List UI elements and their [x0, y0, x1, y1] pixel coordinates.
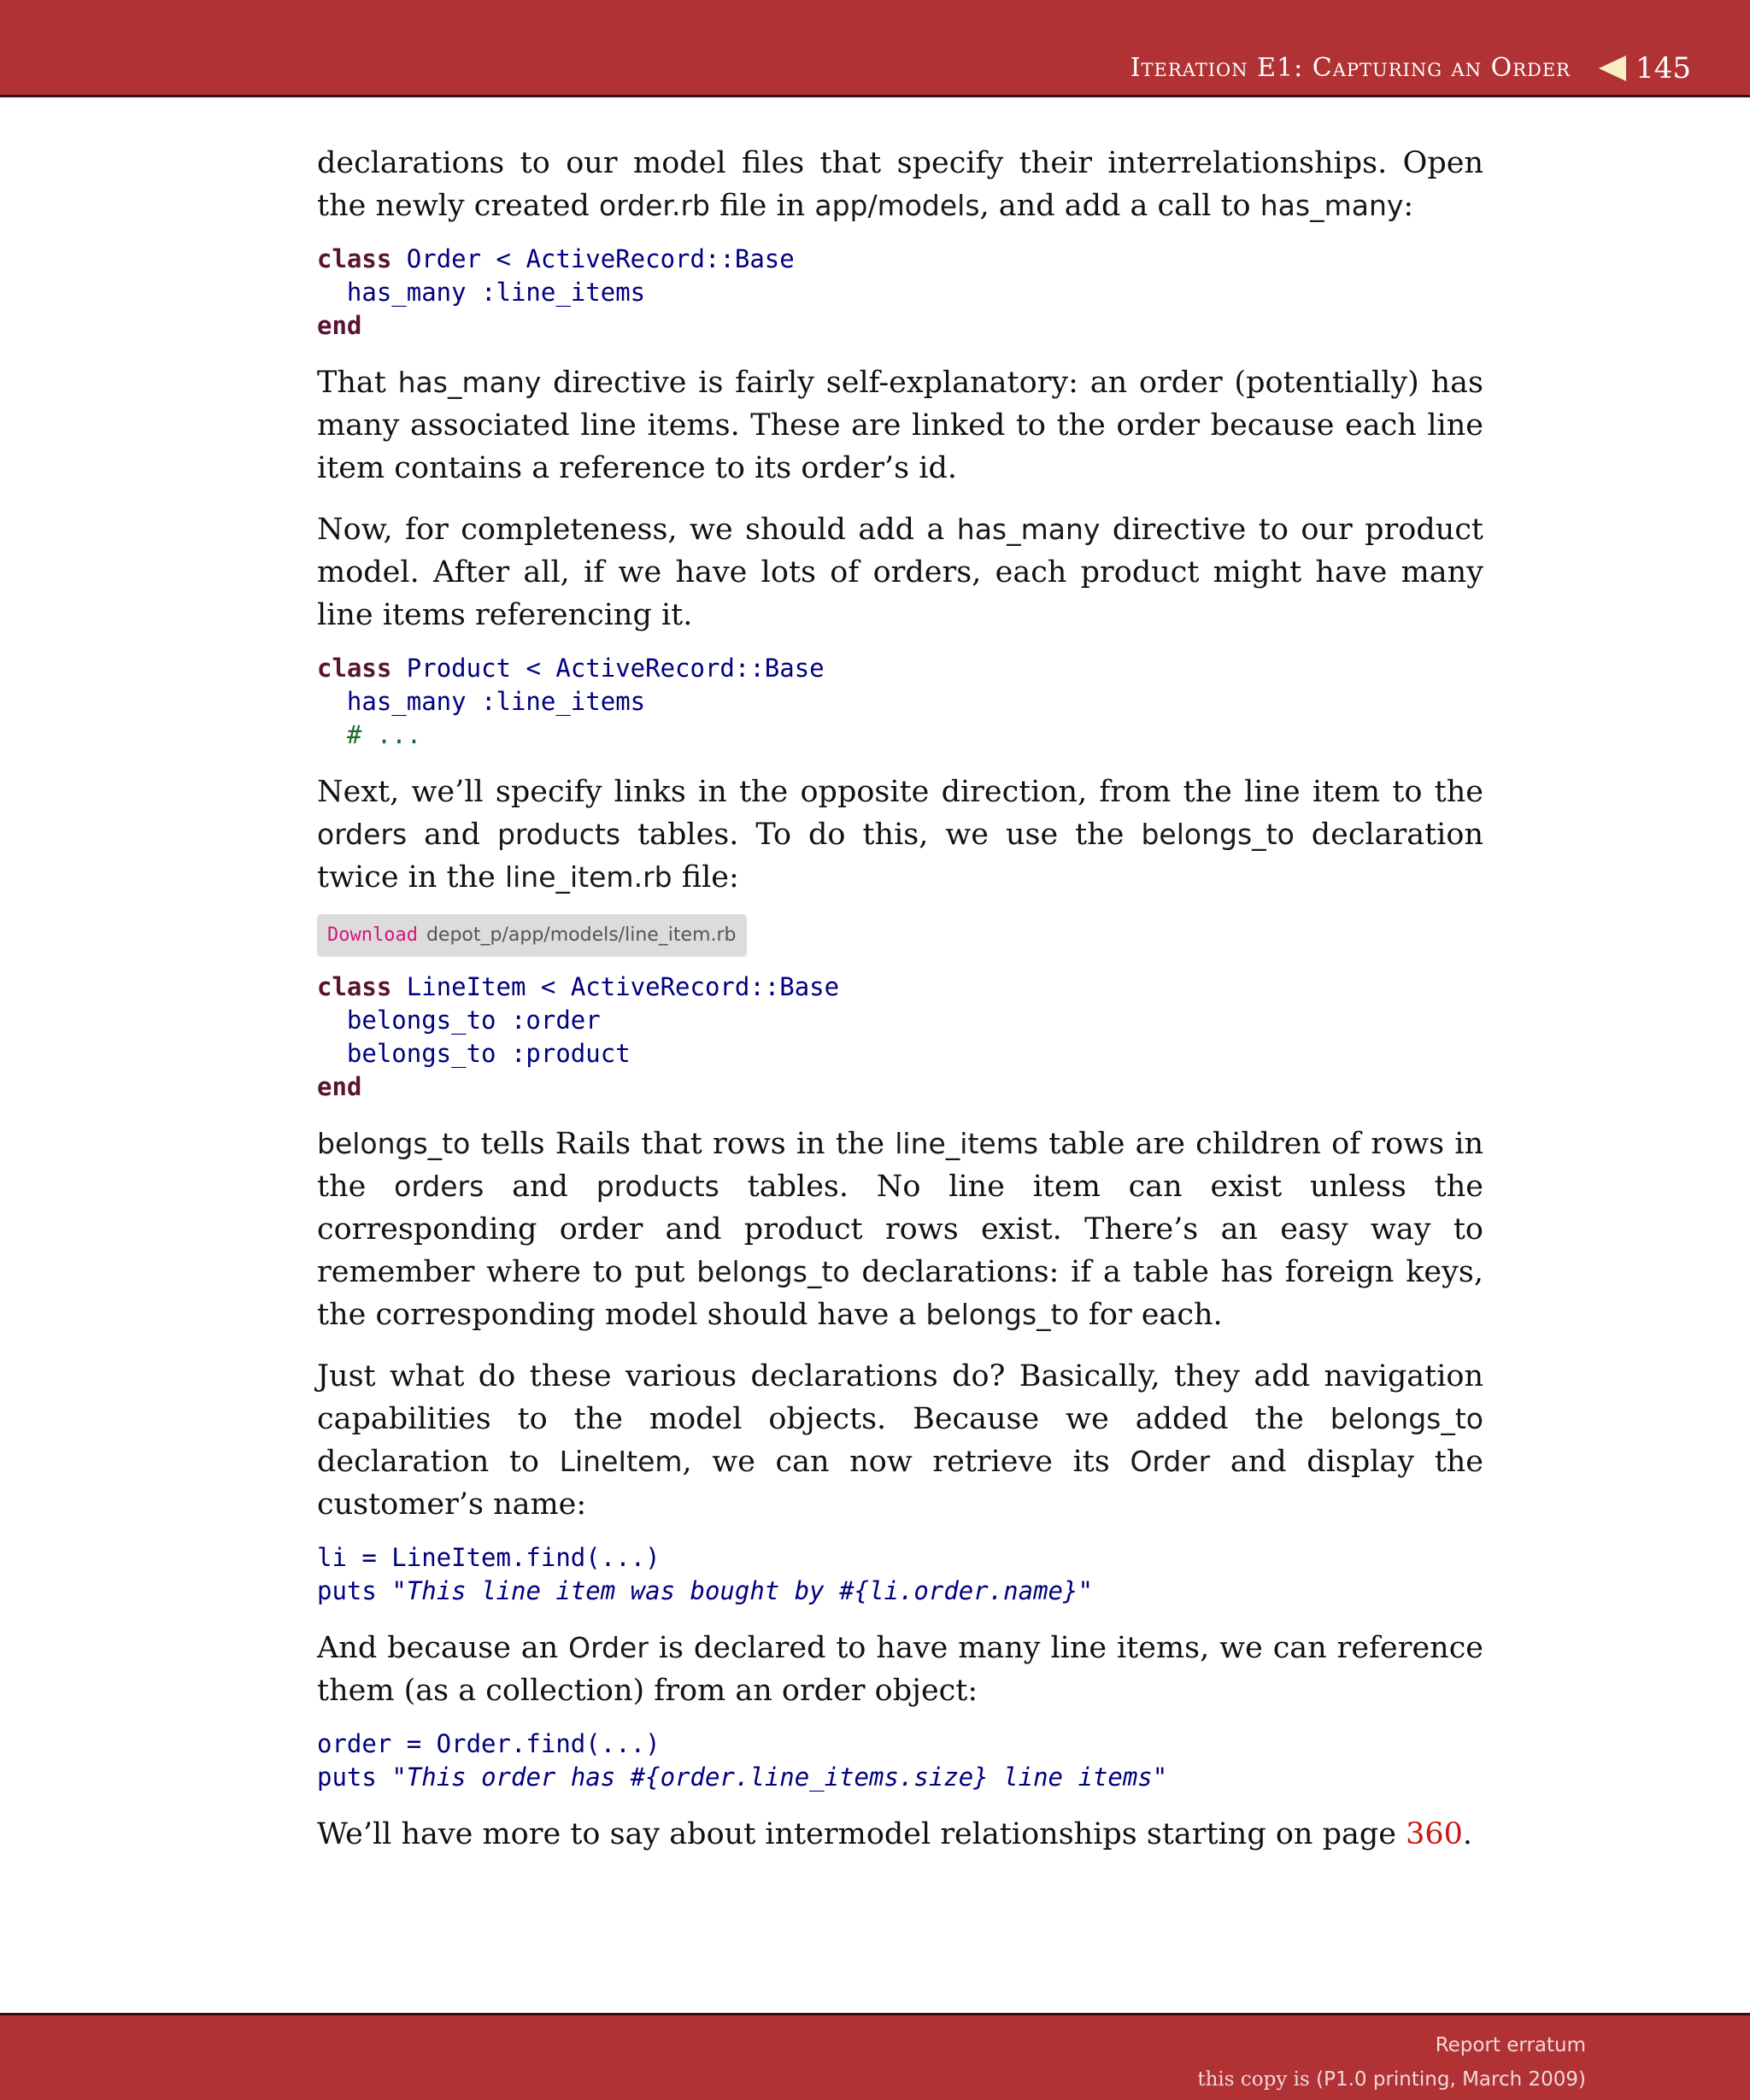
download-link[interactable]: [317, 914, 747, 957]
download-path: depot_p/app/models/line_item.rb: [426, 924, 737, 946]
page-number: 145: [1635, 51, 1691, 85]
code-block: li = LineItem.find(...) puts "This line item was bought by #{li.order.name}": [317, 1543, 1093, 1605]
paragraph: Just what do these various declarations do? Basically, they add navigation capabilities to the model objects. Because we added the belongs_to declaration to LineItem, we can now retrieve its Order and display the customer’s name:: [317, 1359, 1484, 1522]
page-content: [317, 142, 1483, 1856]
back-arrow-icon[interactable]: [1599, 56, 1626, 81]
page-header: [0, 0, 1750, 97]
chapter-title: Iteration E1: Capturing an Order: [1130, 53, 1571, 83]
code-block: order = Order.find(...) puts "This order has #{order.line_items.size} line items": [317, 1729, 1168, 1792]
paragraph: And because an Order is declared to have many line items, we can reference them (as a collection) from an order object:: [317, 1631, 1484, 1708]
code-block: class Order < ActiveRecord::Base has_many :line_items end: [317, 244, 795, 340]
paragraph: declarations to our model files that specify their interrelationships. Open the newly created order.rb file in app/models, and add a call to has_many:: [317, 146, 1483, 223]
download-label: Download: [327, 924, 418, 946]
page-link[interactable]: 360: [1406, 1817, 1463, 1851]
code-block: class LineItem < ActiveRecord::Base belongs_to :order belongs_to :product end: [317, 972, 840, 1101]
report-erratum-link[interactable]: Report erratum: [1435, 2034, 1586, 2056]
paragraph: That has_many directive is fairly self-explanatory: an order (potentially) has many associated line items. These are linked to the order because each line item contains a reference to its order’s id.: [317, 366, 1483, 485]
code-block: class Product < ActiveRecord::Base has_many :line_items # ...: [317, 654, 825, 749]
paragraph: belongs_to tells Rails that rows in the line_items table are children of rows in the orders and products tables. No line item can exist unless the corresponding order and product rows exist. There’s an easy way to remember where to put belongs_to declarations: if a table has foreign keys, the corresponding model should have a belongs_to for each.: [317, 1127, 1483, 1332]
paragraph: Next, we’ll specify links in the opposite direction, from the line item to the orders and products tables. To do this, we use the belongs_to declaration twice in the line_item.rb file:: [317, 775, 1483, 895]
page-footer: [0, 2013, 1750, 2100]
paragraph: Now, for completeness, we should add a has_many directive to our product model. After all, if we have lots of orders, each product might have many line items referencing it.: [317, 513, 1483, 632]
printing-info: this copy is (P1.0 printing, March 2009): [1197, 2068, 1586, 2091]
paragraph: We’ll have more to say about intermodel relationships starting on page 360.: [317, 1817, 1473, 1851]
